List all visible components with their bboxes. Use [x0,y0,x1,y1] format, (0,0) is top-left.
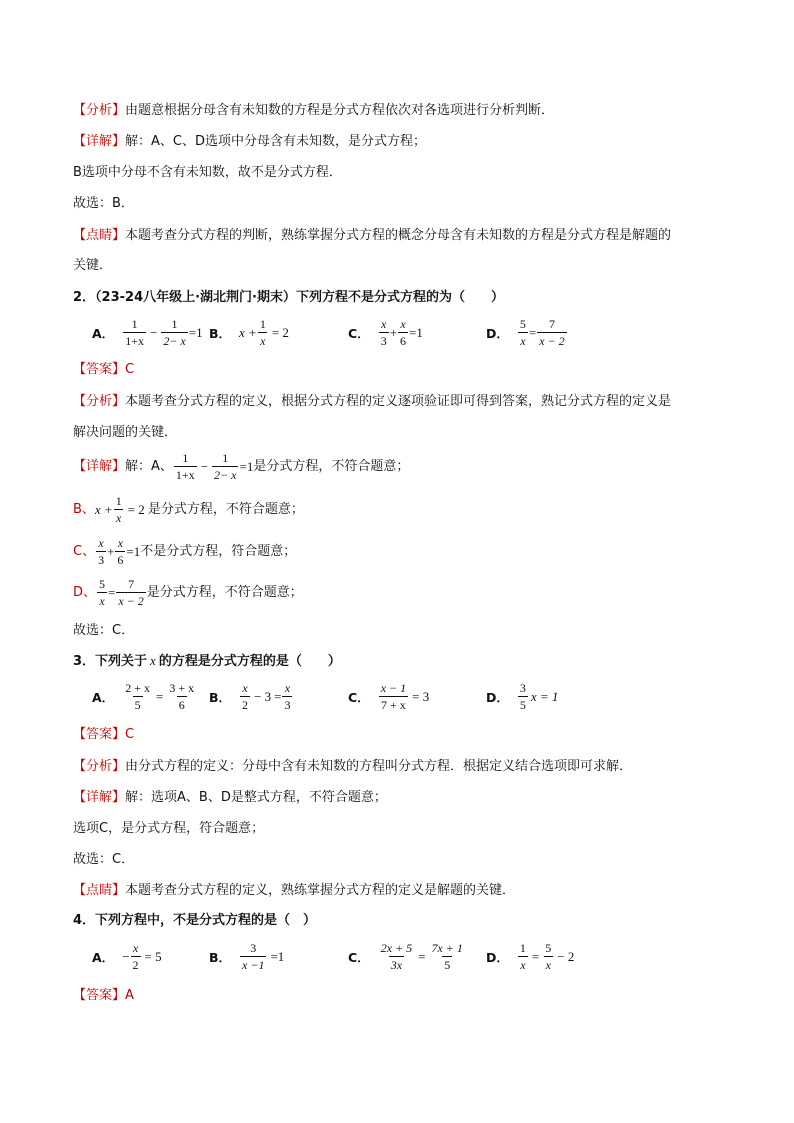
q4-option-a: A． − $\frac{x}{2}$ = 5 [92,941,162,972]
q2-option-d: D． $\frac{5}{x}$ = $\frac{7}{x - 2}$ [486,317,565,348]
q4-option-b: B． $\frac{3}{x -1}$ =1 [209,941,285,972]
comment-line-1-cont: 关键． [73,258,113,273]
choose-line-1: 故选：B． [73,196,134,211]
detail-line-1: 【详解】解：A、C、D选项中分母含有未知数，是分式方程； [73,134,426,149]
q2-choose: 故选：C． [73,623,135,638]
q3-analysis: 【分析】由分式方程的定义：分母中含有未知数的方程叫分式方程．根据定义结合选项即可求解． [73,759,633,774]
q2-answer: 【答案】C [73,362,135,377]
q2-analysis: 【分析】本题考查分式方程的定义，根据分式方程的定义逐项验证即可得到答案，熟记分式方程的定义是 [73,394,672,409]
q2-option-b: B． x + $\frac{1}{x}$ = 2 [209,317,289,348]
q4-option-d: D． $\frac{1}{x}$ = $\frac{5}{x}$ − 2 [486,941,575,972]
q3-answer: 【答案】C [73,727,135,742]
q3-option-a: A． $\frac{2 + x}{5}$ = $\frac{3 + x}{6}$ [92,681,195,712]
detail-tag: 【详解】 [73,134,126,149]
q2-detail-c: C、 $\frac{x}{3}$ + $\frac{x}{6}$ =1 不是分式方程，符合题意； [73,536,297,567]
q3-choose: 故选：C． [73,852,135,867]
question-3-stem: 3．下列关于 x 的方程是分式方程的是（ ） [73,653,341,669]
q4-option-c: C． $\frac{2x + 5}{3x}$ = $\frac{7x + 1}{5}$ [348,941,463,972]
q2-option-a: A． $\frac{1}{1+x}$ − $\frac{1}{2- x}$ =1 [92,317,203,348]
q2-analysis-cont: 解决问题的关键． [73,425,178,440]
q3-option-d: D． $\frac{3}{5}$ x = 1 [486,681,559,712]
q3-comment: 【点睛】本题考查分式方程的定义，熟练掌握分式方程的定义是解题的关键． [73,883,516,898]
q3-detail: 【详解】解：选项A、B、D是整式方程，不符合题意； [73,790,387,805]
analysis-tag: 【分析】 [73,103,126,118]
q2-detail-d: D、 $\frac{5}{x}$ = $\frac{7}{x - 2}$ 是分式方程，不符合题意； [73,577,303,608]
q3-option-b: B． $\frac{x}{2}$ − 3 = $\frac{x}{3}$ [209,681,291,712]
comment-line-1: 【点睛】本题考查分式方程的判断，熟练掌握分式方程的概念分母含有未知数的方程是分式方程是解题的 [73,228,672,243]
q2-detail-b: B、 x + $\frac{1}{x}$ = 2 是分式方程，不符合题意； [73,494,304,525]
comment-tag: 【点睛】 [73,228,126,243]
q2-option-c: C． $\frac{x}{3}$ + $\frac{x}{6}$ =1 [348,317,423,348]
question-2-stem: 2．（23-24八年级上·湖北荆门·期末）下列方程不是分式方程的为（ ） [73,290,504,305]
q3-option-c: C． $\frac{x - 1}{7 + x}$ = 3 [348,681,430,712]
analysis-line-1: 【分析】由题意根据分母含有未知数的方程是分式方程依次对各选项进行分析判断． [73,103,555,118]
q2-detail-a: 【详解】 解：A、 $\frac{1}{1+x}$ − $\frac{1}{2- x}$ =1 是分式方程，不符合题意； [73,451,410,482]
detail-line-1b: B选项中分母不含有未知数，故不是分式方程． [73,165,342,180]
q4-answer: 【答案】A [73,988,134,1003]
q3-detail-2: 选项C，是分式方程，符合题意； [73,821,265,836]
question-4-stem: 4．下列方程中，不是分式方程的是（ ） [73,913,317,928]
